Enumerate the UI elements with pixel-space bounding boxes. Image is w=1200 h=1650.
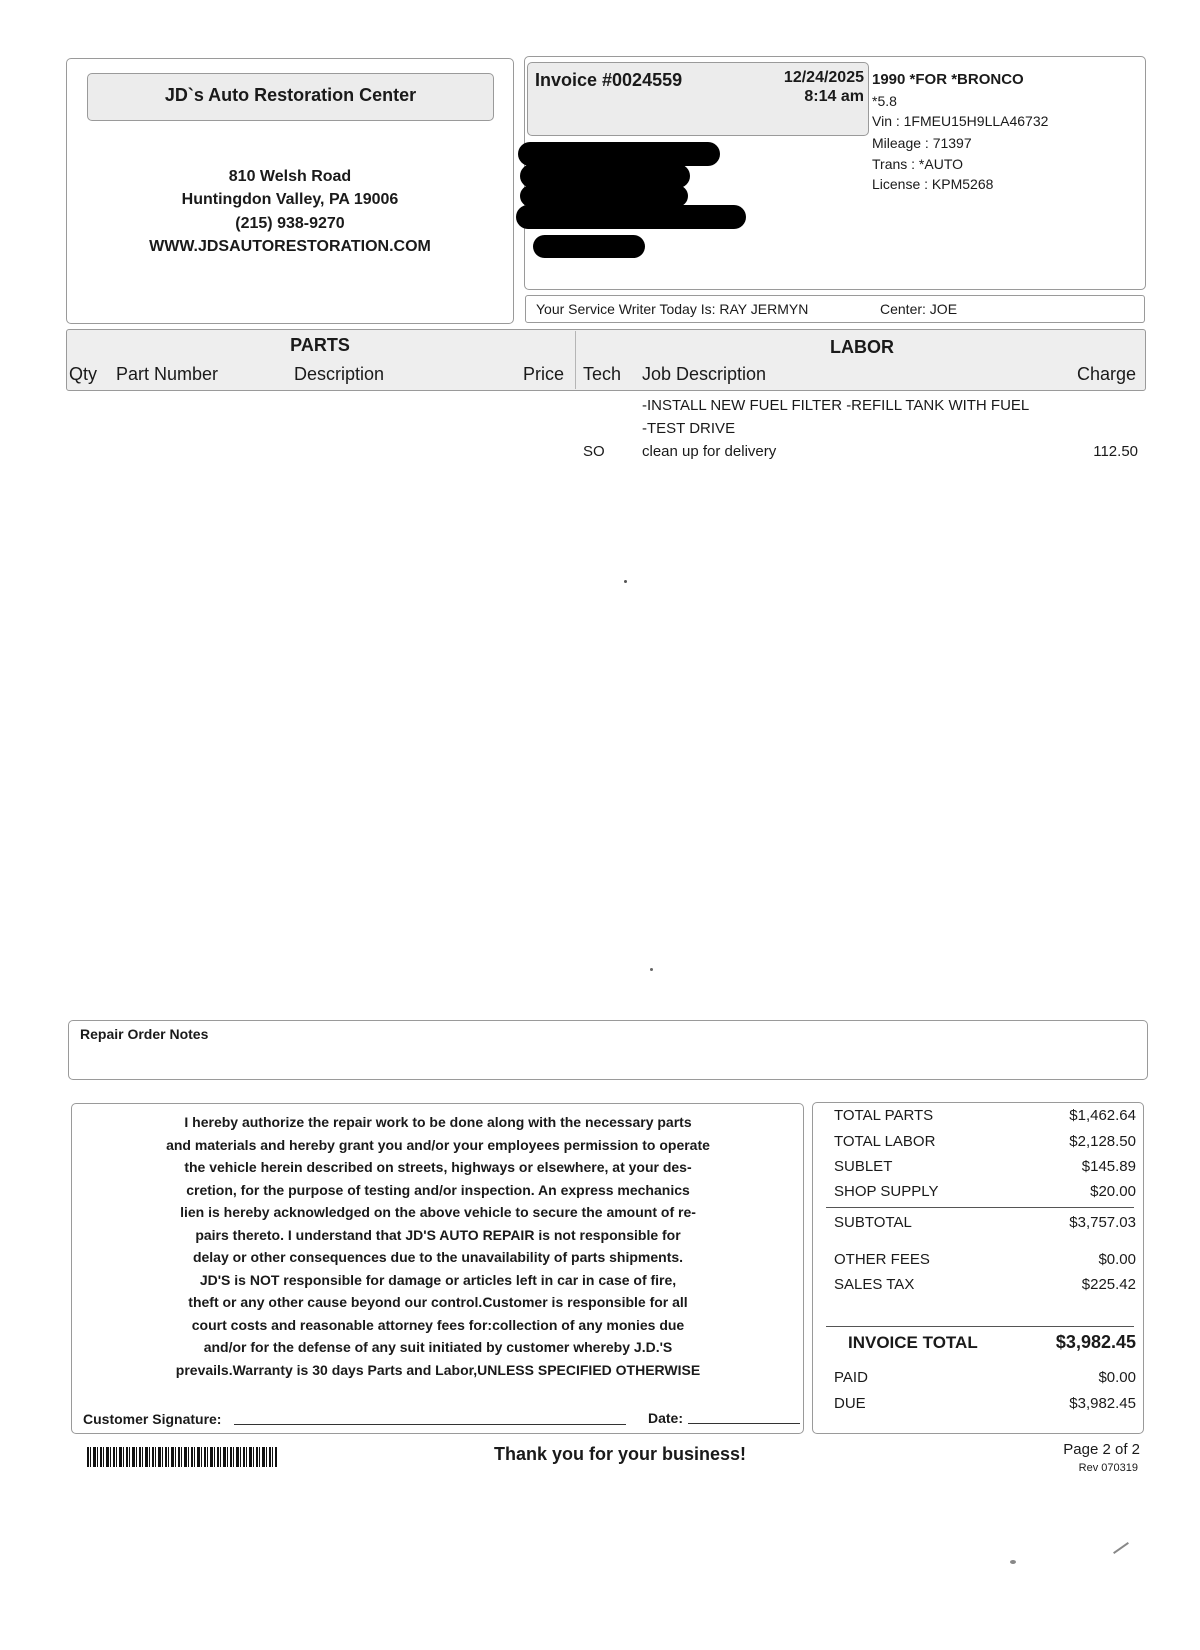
labor-line xyxy=(578,397,1138,419)
col-tech: Tech xyxy=(583,364,622,384)
scan-speck xyxy=(650,968,653,971)
col-charge: Charge xyxy=(1076,364,1136,384)
paid-label: PAID xyxy=(834,1369,868,1386)
paid-value: $0.00 xyxy=(1098,1369,1136,1386)
authorization-line: cretion, for the purpose of testing and/or inspection. An express mechanics xyxy=(186,1181,690,1198)
authorization-line: court costs and reasonable attorney fees for:collection of any monies due xyxy=(191,1316,685,1333)
subtotal-label: SUBTOTAL xyxy=(834,1214,912,1231)
parts-title: PARTS xyxy=(290,335,350,355)
thank-you-message: Thank you for your business! xyxy=(493,1444,747,1464)
sublet-label: SUBLET xyxy=(834,1158,893,1175)
repair-notes-box xyxy=(68,1020,1148,1080)
authorization-line: and/or for the defense of any suit initiated by customer whereby J.D.'S xyxy=(203,1339,673,1355)
authorization-line: JD'S is NOT responsible for damage or articles left in car in case of fire, xyxy=(199,1271,677,1288)
total-parts-value: $1,462.64 xyxy=(1069,1107,1136,1124)
service-writer: Your Service Writer Today Is: RAY JERMYN xyxy=(536,301,809,317)
scan-mark xyxy=(1113,1542,1129,1554)
sublet-value: $145.89 xyxy=(1081,1158,1136,1175)
labor-line-charge: 112.50 xyxy=(1093,443,1138,460)
barcode xyxy=(87,1447,277,1467)
col-part-number: Part Number xyxy=(116,364,219,384)
vehicle-model: 1990 *FOR *BRONCO xyxy=(872,71,1024,88)
vehicle-engine: *5.8 xyxy=(872,93,897,109)
authorization-line: and materials and hereby grant you and/or your employees permission to operate xyxy=(166,1136,710,1153)
other-fees-label: OTHER FEES xyxy=(834,1251,930,1268)
col-price: Price xyxy=(523,364,565,384)
shop-phone: (215) 938-9270 xyxy=(235,215,345,232)
shop-name: JD`s Auto Restoration Center xyxy=(164,85,417,105)
labor-line-description: clean up for delivery xyxy=(642,443,777,460)
vehicle-mileage: Mileage : 71397 xyxy=(872,135,972,151)
scan-speck xyxy=(624,580,627,583)
other-fees-value: $0.00 xyxy=(1098,1251,1136,1268)
authorization-text xyxy=(80,1111,796,1381)
authorization-line: the vehicle herein described on streets, highways or elsewhere, at your des- xyxy=(184,1159,692,1175)
scan-speck xyxy=(1010,1560,1016,1564)
labor-title: LABOR xyxy=(830,337,894,357)
authorization-line: I hereby authorize the repair work to be done along with the necessary parts xyxy=(184,1114,692,1130)
customer-signature-label: Customer Signature: xyxy=(83,1411,222,1427)
authorization-line: pairs thereto. I understand that JD'S AUTO REPAIR is not responsible for xyxy=(195,1226,681,1243)
invoice-total-label: INVOICE TOTAL xyxy=(848,1333,978,1352)
sales-tax-label: SALES TAX xyxy=(834,1276,915,1293)
invoice-total-divider xyxy=(826,1326,1134,1327)
total-parts-label: TOTAL PARTS xyxy=(834,1107,934,1124)
vehicle-license: License : KPM5268 xyxy=(872,176,994,192)
invoice-date: 12/24/2025 xyxy=(783,69,864,86)
shop-website: WWW.JDSAUTORESTORATION.COM xyxy=(149,238,431,255)
authorization-line: delay or other consequences due to the unavailability of parts shipments. xyxy=(192,1249,684,1265)
revision-code: Rev 070319 xyxy=(1078,1462,1138,1474)
date-label: Date: xyxy=(648,1410,684,1426)
shop-supply-value: $20.00 xyxy=(1090,1183,1136,1200)
subtotal-value: $3,757.03 xyxy=(1069,1214,1136,1231)
customer-signature-line[interactable] xyxy=(234,1424,626,1425)
due-value: $3,982.45 xyxy=(1069,1395,1136,1412)
table-header-divider xyxy=(575,331,576,389)
due-label: DUE xyxy=(834,1395,866,1412)
service-center: Center: JOE xyxy=(880,301,958,317)
labor-line xyxy=(578,443,1138,465)
invoice-total-value: $3,982.45 xyxy=(1055,1332,1136,1352)
total-labor-label: TOTAL LABOR xyxy=(834,1133,936,1150)
redacted-customer-city xyxy=(520,185,688,207)
subtotal-divider xyxy=(826,1207,1134,1208)
repair-notes-title: Repair Order Notes xyxy=(80,1026,209,1042)
shop-city: Huntingdon Valley, PA 19006 xyxy=(181,191,399,208)
labor-line-description: -INSTALL NEW FUEL FILTER -REFILL TANK WITH FUEL xyxy=(642,397,1030,414)
invoice-time: 8:14 am xyxy=(804,88,864,105)
labor-line-description: -TEST DRIVE xyxy=(642,420,736,437)
invoice-number: Invoice #0024559 xyxy=(535,70,683,90)
authorization-line: prevails.Warranty is 30 days Parts and Labor,UNLESS SPECIFIED OTHERWISE xyxy=(175,1361,701,1378)
authorization-line: lien is hereby acknowledged on the above vehicle to secure the amount of re- xyxy=(180,1204,696,1220)
col-description: Description xyxy=(294,364,385,384)
labor-line xyxy=(578,420,1138,442)
labor-line-tech: SO xyxy=(583,443,605,460)
shop-address: 810 Welsh Road xyxy=(228,168,352,185)
redacted-customer-email xyxy=(533,235,645,258)
vehicle-vin: Vin : 1FMEU15H9LLA46732 xyxy=(872,113,1049,129)
col-qty: Qty xyxy=(69,364,98,384)
total-labor-value: $2,128.50 xyxy=(1069,1133,1136,1150)
vehicle-trans: Trans : *AUTO xyxy=(872,156,964,172)
shop-supply-label: SHOP SUPPLY xyxy=(834,1183,939,1200)
date-line[interactable] xyxy=(688,1423,800,1424)
col-job-description: Job Description xyxy=(642,364,767,384)
sales-tax-value: $225.42 xyxy=(1081,1276,1136,1293)
authorization-line: theft or any other cause beyond our control.Customer is responsible for all xyxy=(188,1294,688,1310)
redacted-customer-phone xyxy=(516,205,746,229)
redacted-customer-name xyxy=(518,142,720,166)
page-number: Page 2 of 2 xyxy=(1063,1441,1140,1458)
